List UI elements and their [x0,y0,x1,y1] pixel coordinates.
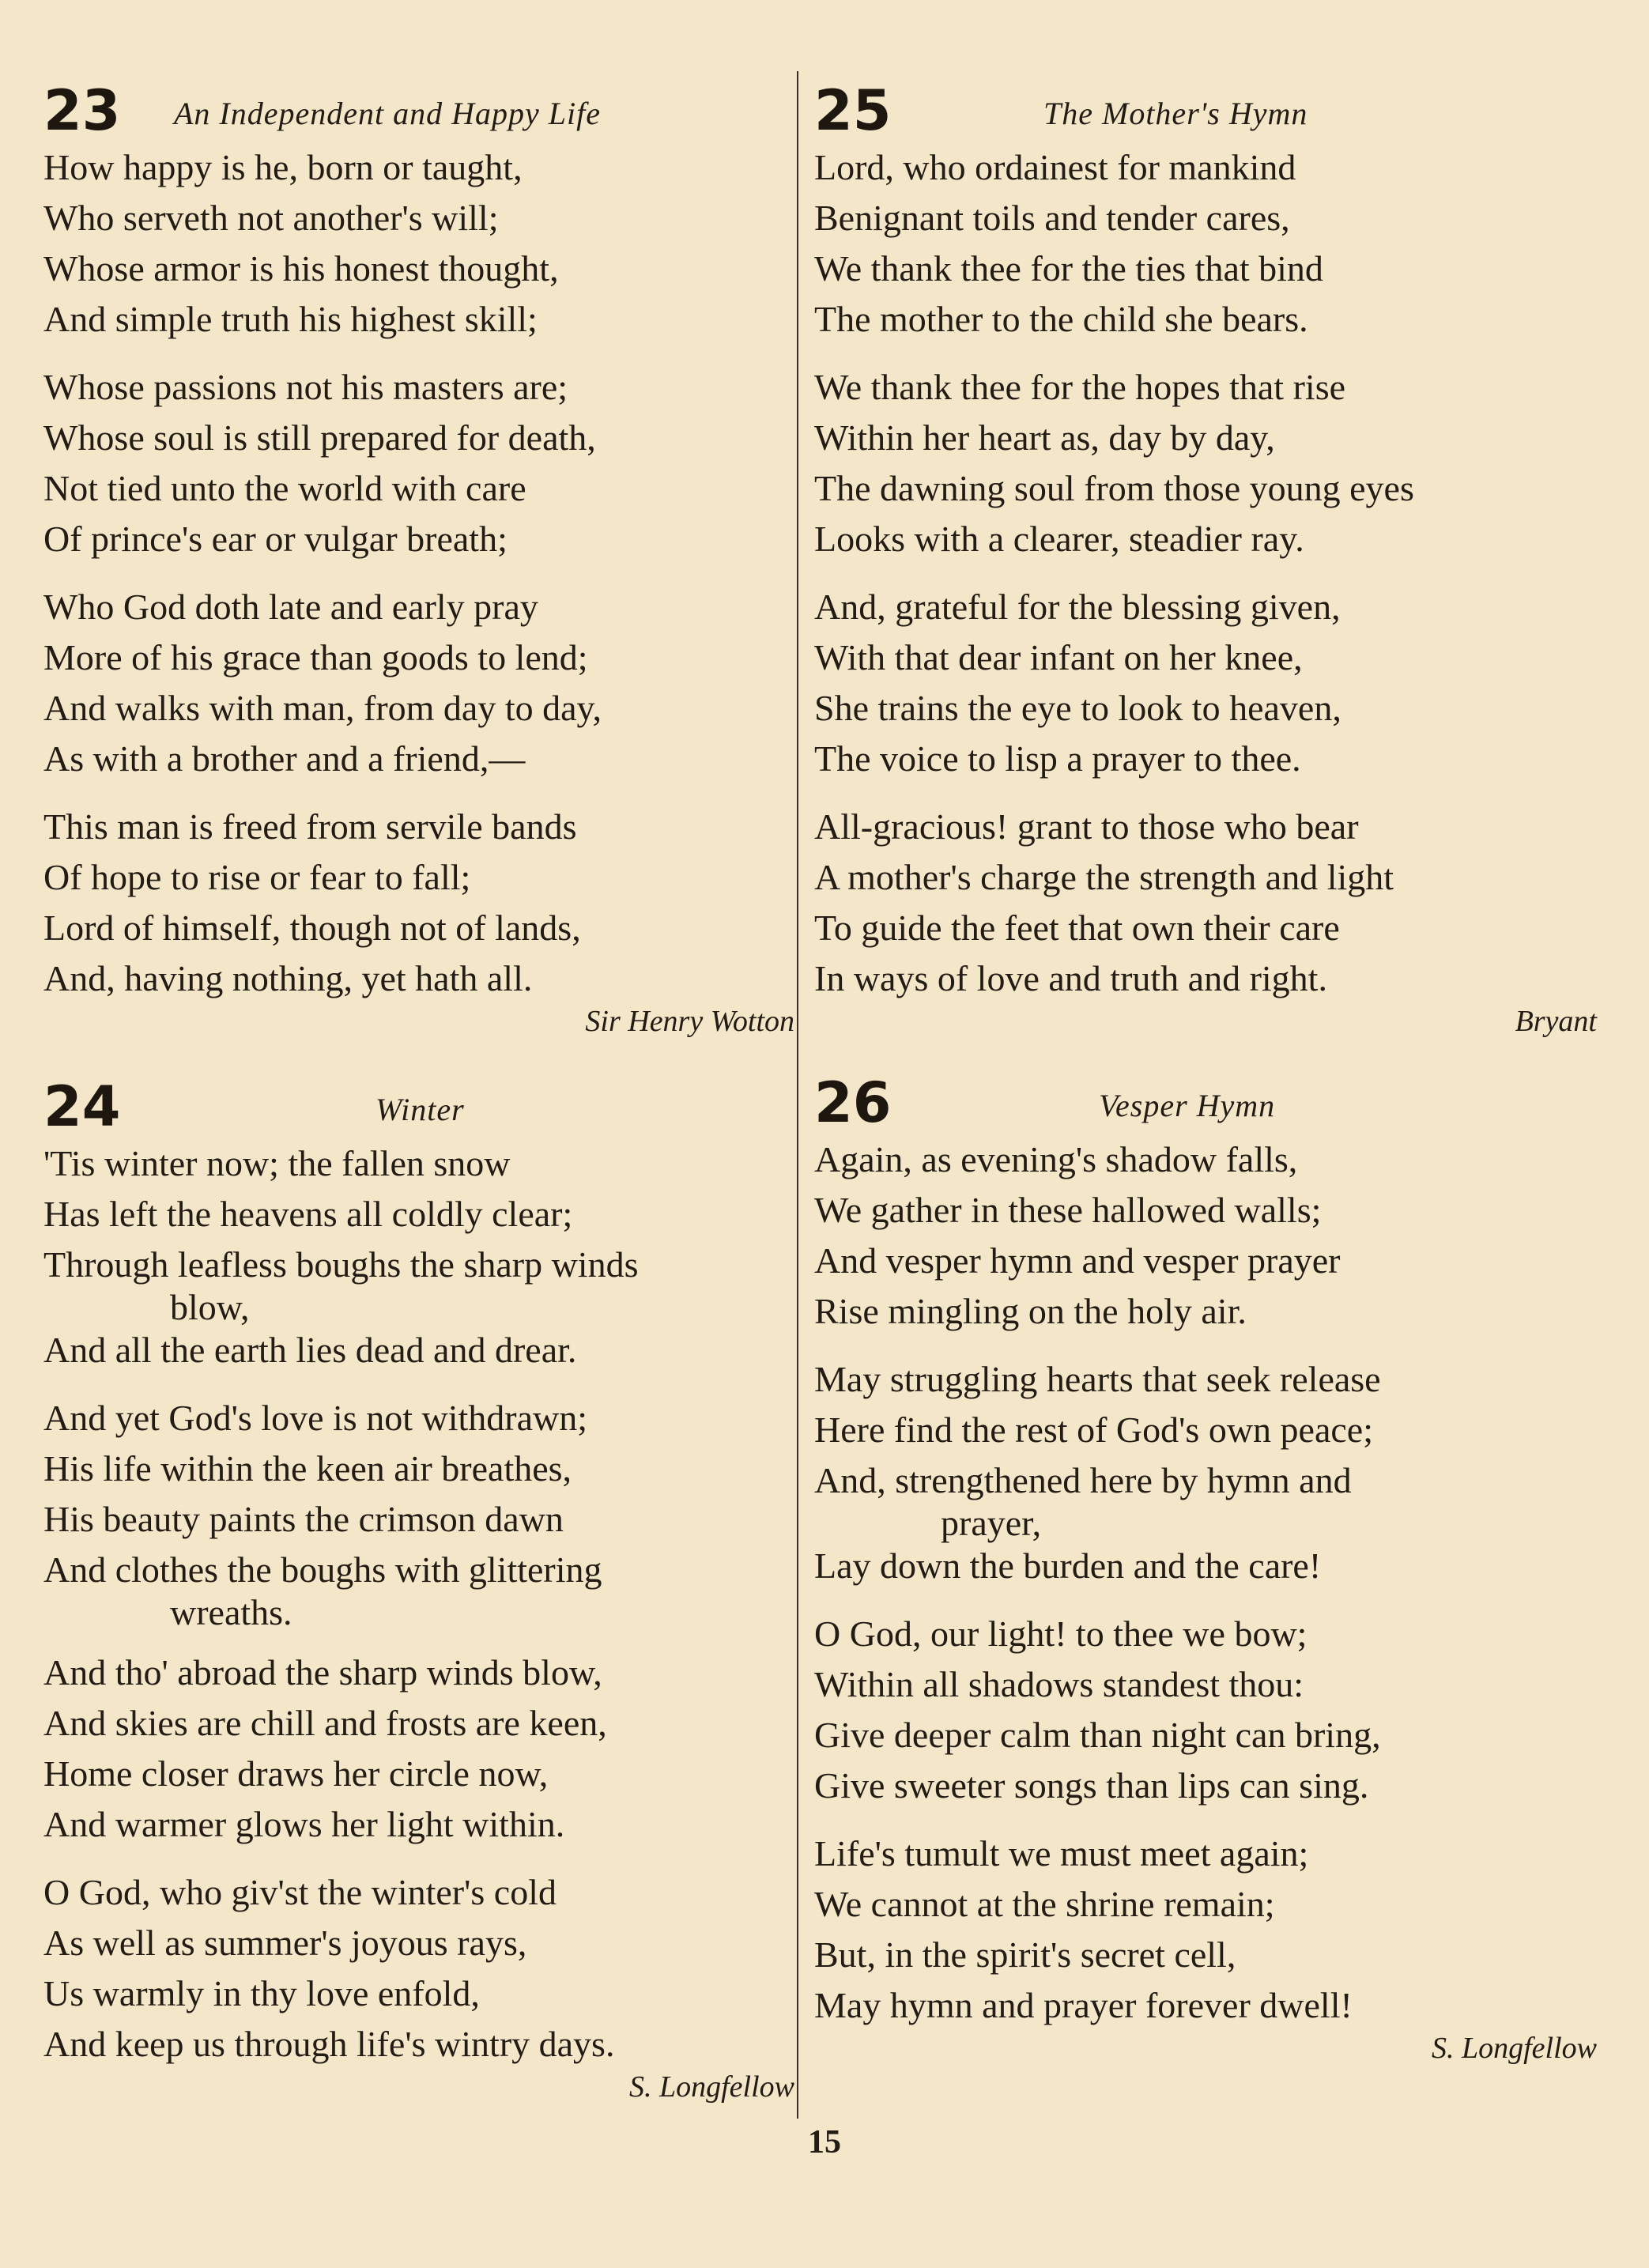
verse-line: Looks with a clearer, steadier ray. [814,519,1304,559]
hymn-number: 24 [43,1074,121,1139]
verse-line: Lord of himself, though not of lands, [43,908,581,948]
verse-line: And tho' abroad the sharp winds blow, [43,1652,602,1693]
verse-line: Within her heart as, day by day, [814,417,1275,458]
verse-line: Who God doth late and early pray [43,587,538,627]
verse-line: She trains the eye to look to heaven, [814,688,1341,728]
stanza [814,362,1597,564]
verse-line: O God, our light! to thee we bow; [814,1613,1308,1654]
verse-line: And warmer glows her light within. [43,1804,565,1844]
verse-line: To guide the feet that own their care [814,908,1340,948]
stanza [43,1647,794,1850]
verse-line: And keep us through life's wintry days. [43,2024,615,2064]
verse-line: Lay down the burden and the care! [814,1545,1322,1586]
stanza [43,802,794,1004]
hymn-number: 23 [43,78,121,143]
stanza [814,142,1597,345]
verse-line: And clothes the boughs with glittering [43,1549,602,1590]
verse-line: Within all shadows standest thou: [814,1664,1304,1704]
stanza [814,582,1597,784]
verse-line: Whose armor is his honest thought, [43,248,559,289]
verse-line: Lord, who ordainest for mankind [814,147,1296,187]
verse-line: And, strengthened here by hymn and [814,1460,1352,1500]
verse-line: And simple truth his highest skill; [43,299,538,339]
verse-line: Here find the rest of God's own peace; [814,1409,1373,1450]
verse-line: As with a brother and a friend,— [43,738,526,779]
verse-line: Give deeper calm than night can bring, [814,1715,1381,1755]
stanza [814,802,1597,1004]
hymn-author: Bryant [1515,1005,1597,1038]
stanza [43,1867,794,2070]
stanza [814,1354,1597,1591]
hymn-number: 25 [814,78,892,143]
verse-line: In ways of love and truth and right. [814,958,1327,998]
verse-line: His life within the keen air breathes, [43,1448,572,1489]
verse-line-continuation: wreaths. [170,1592,292,1632]
stanza [814,1828,1597,2031]
hymn-author: Sir Henry Wotton [585,1005,794,1038]
verse-line: Benignant toils and tender cares, [814,198,1290,238]
hymn-header [814,1071,1597,1134]
verse-line: As well as summer's joyous rays, [43,1923,527,1963]
verse-line: With that dear infant on her knee, [814,637,1303,677]
verse-line-continuation: blow, [170,1287,250,1327]
verse-line: And yet God's love is not withdrawn; [43,1398,588,1438]
verse-line: The voice to lisp a prayer to thee. [814,738,1301,779]
page-number: 15 [808,2124,841,2160]
verse-line: Of prince's ear or vulgar breath; [43,519,508,559]
stanza [814,1134,1597,1337]
verse-line: Whose soul is still prepared for death, [43,417,596,458]
hymn-title: An Independent and Happy Life [174,96,601,131]
verse-line: And skies are chill and frosts are keen, [43,1703,607,1743]
stanza [43,362,794,564]
verse-line: O God, who giv'st the winter's cold [43,1872,557,1912]
verse-line: But, in the spirit's secret cell, [814,1934,1236,1975]
hymn-title: Vesper Hymn [1099,1088,1276,1123]
hymn-title: The Mother's Hymn [1043,96,1308,131]
verse-line: More of his grace than goods to lend; [43,637,588,677]
column-divider [797,71,798,2119]
stanza [43,1393,794,1630]
verse-line: Through leafless boughs the sharp winds [43,1244,639,1285]
verse-line: We cannot at the shrine remain; [814,1884,1275,1924]
verse-line: Of hope to rise or fear to fall; [43,857,471,897]
verse-line: His beauty paints the crimson dawn [43,1499,564,1539]
verse-line: Us warmly in thy love enfold, [43,1973,480,2013]
verse-line: May hymn and prayer forever dwell! [814,1985,1353,2025]
verse-line: A mother's charge the strength and light [814,857,1394,897]
verse-line: We thank thee for the hopes that rise [814,367,1346,407]
verse-line: Home closer draws her circle now, [43,1753,549,1794]
verse-line: Give sweeter songs than lips can sing. [814,1765,1369,1806]
verse-line: This man is freed from servile bands [43,806,577,847]
hymn-23 [43,79,794,1042]
verse-line: And walks with man, from day to day, [43,688,602,728]
verse-line: We thank thee for the ties that bind [814,248,1323,289]
hymn-header [814,79,1597,142]
stanza [43,142,794,345]
verse-line: May struggling hearts that seek release [814,1359,1381,1399]
hymn-header [43,1075,794,1138]
verse-line: And, grateful for the blessing given, [814,587,1341,627]
hymn-title: Winter [375,1092,465,1127]
hymn-header [43,79,794,142]
stanza [43,582,794,784]
verse-line: All-gracious! grant to those who bear [814,806,1359,847]
hymn-number: 26 [814,1070,892,1135]
stanza [43,1138,794,1376]
verse-line-continuation: prayer, [941,1503,1042,1543]
hymn-26 [814,1071,1597,2069]
verse-line: Whose passions not his masters are; [43,367,568,407]
hymn-24 [43,1075,794,2108]
verse-line: 'Tis winter now; the fallen snow [43,1143,511,1183]
hymn-author: S. Longfellow [628,2070,794,2104]
verse-line: And, having nothing, yet hath all. [43,958,533,998]
stanza [814,1609,1597,1811]
verse-line: Has left the heavens all coldly clear; [43,1194,573,1234]
hymn-25 [814,79,1597,1042]
verse-line: The dawning soul from those young eyes [814,468,1414,508]
verse-line: Again, as evening's shadow falls, [814,1139,1298,1179]
verse-line: The mother to the child she bears. [814,299,1308,339]
verse-line: And vesper hymn and vesper prayer [814,1240,1341,1281]
verse-line: We gather in these hallowed walls; [814,1190,1322,1230]
verse-line: Not tied unto the world with care [43,468,526,508]
verse-line: How happy is he, born or taught, [43,147,523,187]
verse-line: Life's tumult we must meet again; [814,1833,1309,1874]
hymn-author: S. Longfellow [1431,2032,1597,2065]
verse-line: And all the earth lies dead and drear. [43,1330,577,1370]
verse-line: Who serveth not another's will; [43,198,499,238]
verse-line: Rise mingling on the holy air. [814,1291,1247,1331]
